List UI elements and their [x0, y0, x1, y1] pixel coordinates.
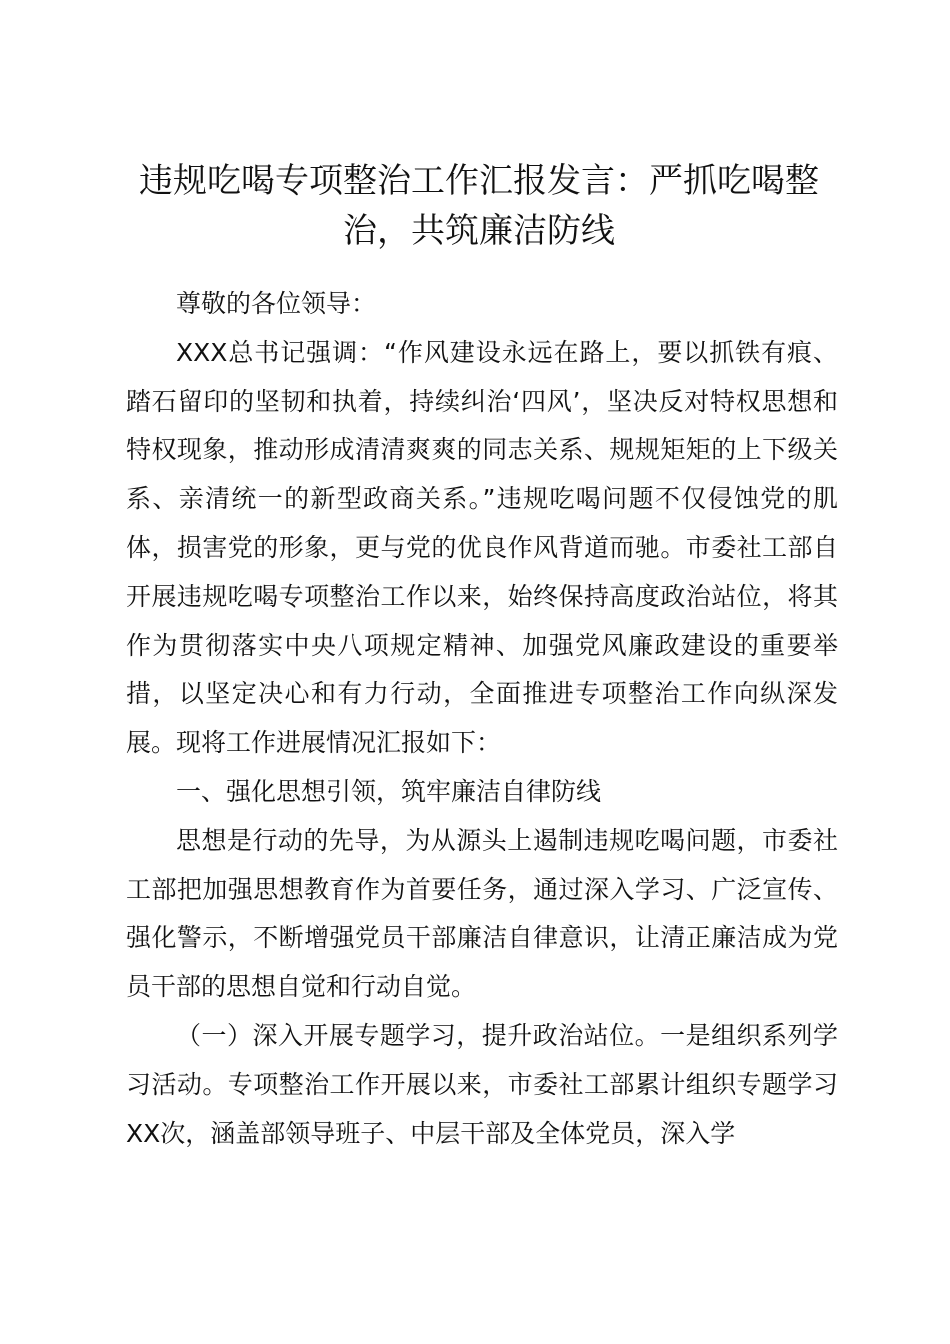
paragraph-intro: XXX总书记强调：“作风建设永远在路上，要以抓铁有痕、踏石留印的坚韧和执着，持续纠治‘四风’，坚决反对特权思想和特权现象，推动形成清清爽爽的同志关系、规规矩矩的上下级关系、亲清统一的新型政商关系。”违规吃喝问题不仅侵蚀党的肌体，损害党的形象，更与党的优良作风背道而驰。市委社工部自开展违规吃喝专项整治工作以来，始终保持高度政治站位，将其作为贯彻落实中央八项规定精神、加强党风廉政建设的重要举措，以坚定决心和有力行动，全面推进专项整治工作向纵深发展。现将工作进展情况汇报如下： [126, 337, 838, 758]
salutation: 尊敬的各位领导： [176, 289, 377, 318]
paragraph-section-one: 思想是行动的先导，为从源头上遏制违规吃喝问题，市委社工部把加强思想教育作为首要任务，通过深入学习、广泛宣传、强化警示，不断增强党员干部廉洁自律意识，让清正廉洁成为党员干部的思想自觉和行动自觉。 [126, 825, 838, 1002]
section-heading: 一、强化思想引领，筑牢廉洁自律防线 [176, 776, 602, 806]
document-body [126, 280, 838, 1158]
document-title: 违规吃喝专项整治工作汇报发言：严抓吃喝整治，共筑廉洁防线 [139, 161, 819, 251]
paragraph-subsection-one: （一）深入开展专题学习，提升政治站位。一是组织系列学习活动。专项整治工作开展以来，市委社工部累计组织专题学习XX次，涵盖部领导班子、中层干部及全体党员，深入学 [126, 1020, 838, 1148]
